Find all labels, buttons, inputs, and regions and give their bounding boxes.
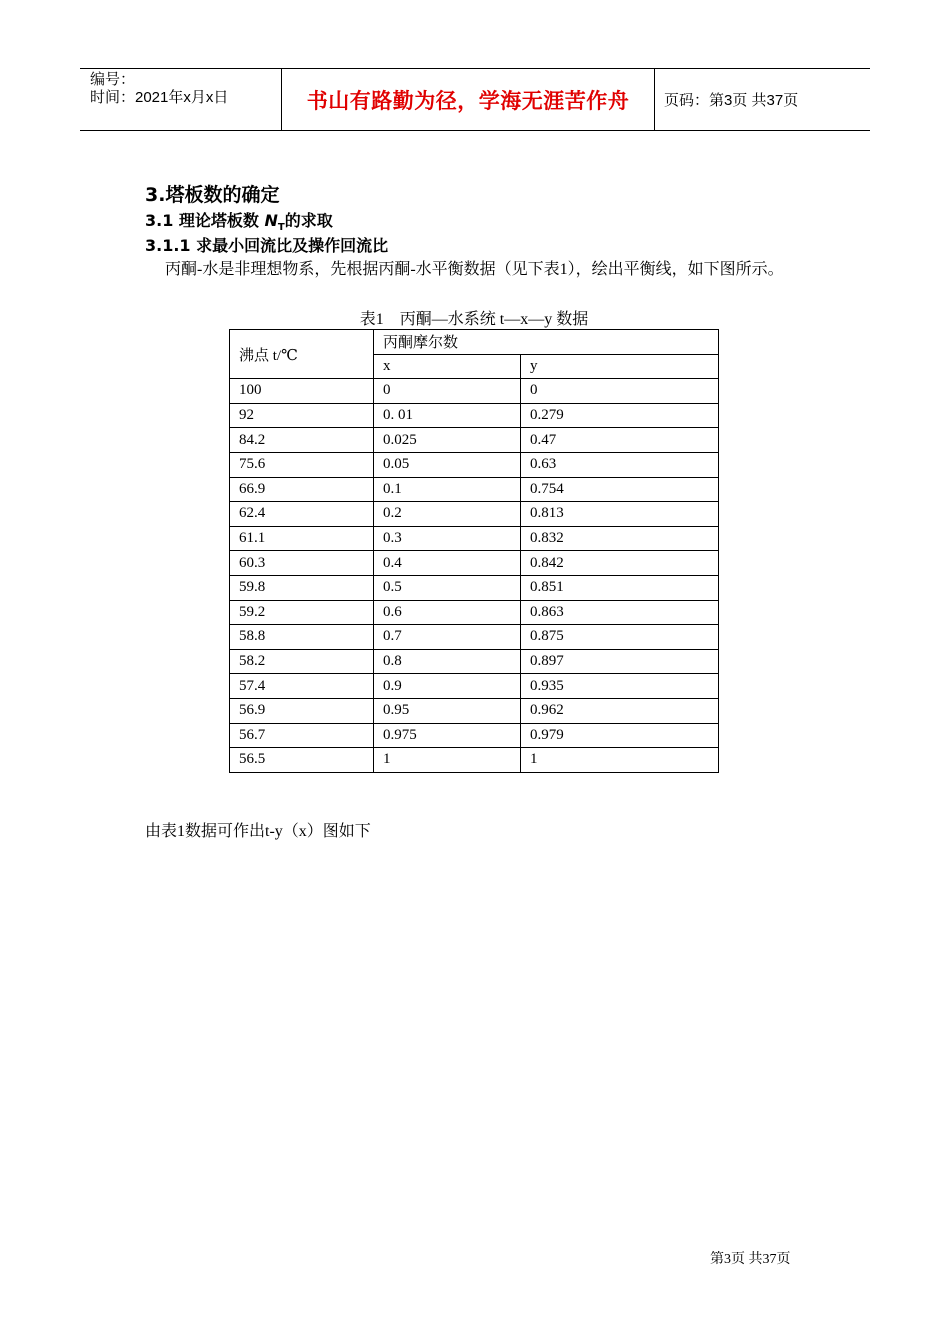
after-table-text: 由表1数据可作出t-y（x）图如下 (145, 823, 371, 840)
cell-y: 0.832 (521, 526, 719, 551)
table-header-row (230, 330, 719, 355)
cell-y: 0.279 (521, 403, 719, 428)
cell-temperature: 58.8 (230, 625, 374, 650)
cell-temperature: 58.2 (230, 649, 374, 674)
section-title: 3.塔板数的确定 (145, 184, 280, 206)
cell-x: 0.975 (374, 723, 521, 748)
cell-y: 1 (521, 748, 719, 773)
cell-y: 0.813 (521, 502, 719, 527)
table-row (230, 551, 719, 576)
header-number-label: 编号： (90, 71, 136, 88)
cell-temperature: 57.4 (230, 674, 374, 699)
cell-x: 0.2 (374, 502, 521, 527)
cell-temperature: 60.3 (230, 551, 374, 576)
subsection-title (145, 208, 333, 233)
table-row (230, 698, 719, 723)
cell-y: 0.979 (521, 723, 719, 748)
cell-x: 1 (374, 748, 521, 773)
table-row (230, 625, 719, 650)
cell-temperature: 59.8 (230, 575, 374, 600)
cell-y: 0.875 (521, 625, 719, 650)
cell-x: 0. 01 (374, 403, 521, 428)
cell-temperature: 100 (230, 379, 374, 404)
cell-temperature: 56.9 (230, 698, 374, 723)
table-row (230, 674, 719, 699)
table-row (230, 428, 719, 453)
body-paragraph: 丙酮-水是非理想物系，先根据丙酮-水平衡数据（见下表1），绘出平衡线，如下图所示。 (165, 261, 784, 278)
cell-x: 0.1 (374, 477, 521, 502)
cell-x: 0.95 (374, 698, 521, 723)
table-row (230, 502, 719, 527)
cell-y: 0.863 (521, 600, 719, 625)
cell-temperature: 62.4 (230, 502, 374, 527)
cell-x: 0.5 (374, 575, 521, 600)
cell-y: 0.851 (521, 575, 719, 600)
table-row (230, 403, 719, 428)
col-header-boiling-point: 沸点 t/℃ (230, 330, 374, 379)
table-row (230, 379, 719, 404)
cell-y: 0.962 (521, 698, 719, 723)
subsection-subscript: T (277, 222, 285, 234)
table-row (230, 526, 719, 551)
cell-y: 0.47 (521, 428, 719, 453)
header-divider (654, 69, 655, 130)
page-header (80, 68, 870, 131)
cell-x: 0.4 (374, 551, 521, 576)
cell-x: 0.9 (374, 674, 521, 699)
table-row (230, 477, 719, 502)
table-row (230, 575, 719, 600)
subsubsection-title: 3.1.1 求最小回流比及操作回流比 (145, 236, 389, 255)
cell-x: 0 (374, 379, 521, 404)
cell-temperature: 59.2 (230, 600, 374, 625)
cell-x: 0.8 (374, 649, 521, 674)
subsection-prefix: 3.1 理论塔板数 (145, 211, 265, 230)
cell-temperature: 56.7 (230, 723, 374, 748)
header-page-label: 页码：第3页 共37页 (664, 92, 799, 109)
cell-y: 0.63 (521, 452, 719, 477)
cell-temperature: 56.5 (230, 748, 374, 773)
cell-x: 0.025 (374, 428, 521, 453)
table-row (230, 649, 719, 674)
cell-x: 0.05 (374, 452, 521, 477)
header-motto: 书山有路勤为径，学海无涯苦作舟 (306, 88, 630, 113)
table-row (230, 452, 719, 477)
table-caption: 表1 丙酮—水系统 t—x—y 数据 (359, 311, 589, 328)
cell-x: 0.3 (374, 526, 521, 551)
page-footer: 第3页 共37页 (710, 1252, 791, 1267)
table-row (230, 600, 719, 625)
col-header-x: x (374, 354, 521, 379)
cell-y: 0.754 (521, 477, 719, 502)
equilibrium-data-table (229, 329, 719, 773)
cell-temperature: 92 (230, 403, 374, 428)
cell-y: 0 (521, 379, 719, 404)
header-time-label: 时间：2021年x月x日 (90, 89, 229, 106)
cell-temperature: 66.9 (230, 477, 374, 502)
cell-y: 0.935 (521, 674, 719, 699)
cell-y: 0.842 (521, 551, 719, 576)
subsection-symbol: N (264, 211, 278, 230)
cell-temperature: 61.1 (230, 526, 374, 551)
header-left (90, 71, 228, 107)
table-row (230, 723, 719, 748)
cell-x: 0.7 (374, 625, 521, 650)
cell-x: 0.6 (374, 600, 521, 625)
cell-temperature: 75.6 (230, 452, 374, 477)
table-row (230, 748, 719, 773)
cell-y: 0.897 (521, 649, 719, 674)
subsection-suffix: 的求取 (284, 211, 333, 230)
col-header-group: 丙酮摩尔数 (374, 330, 719, 355)
cell-temperature: 84.2 (230, 428, 374, 453)
col-header-y: y (521, 354, 719, 379)
